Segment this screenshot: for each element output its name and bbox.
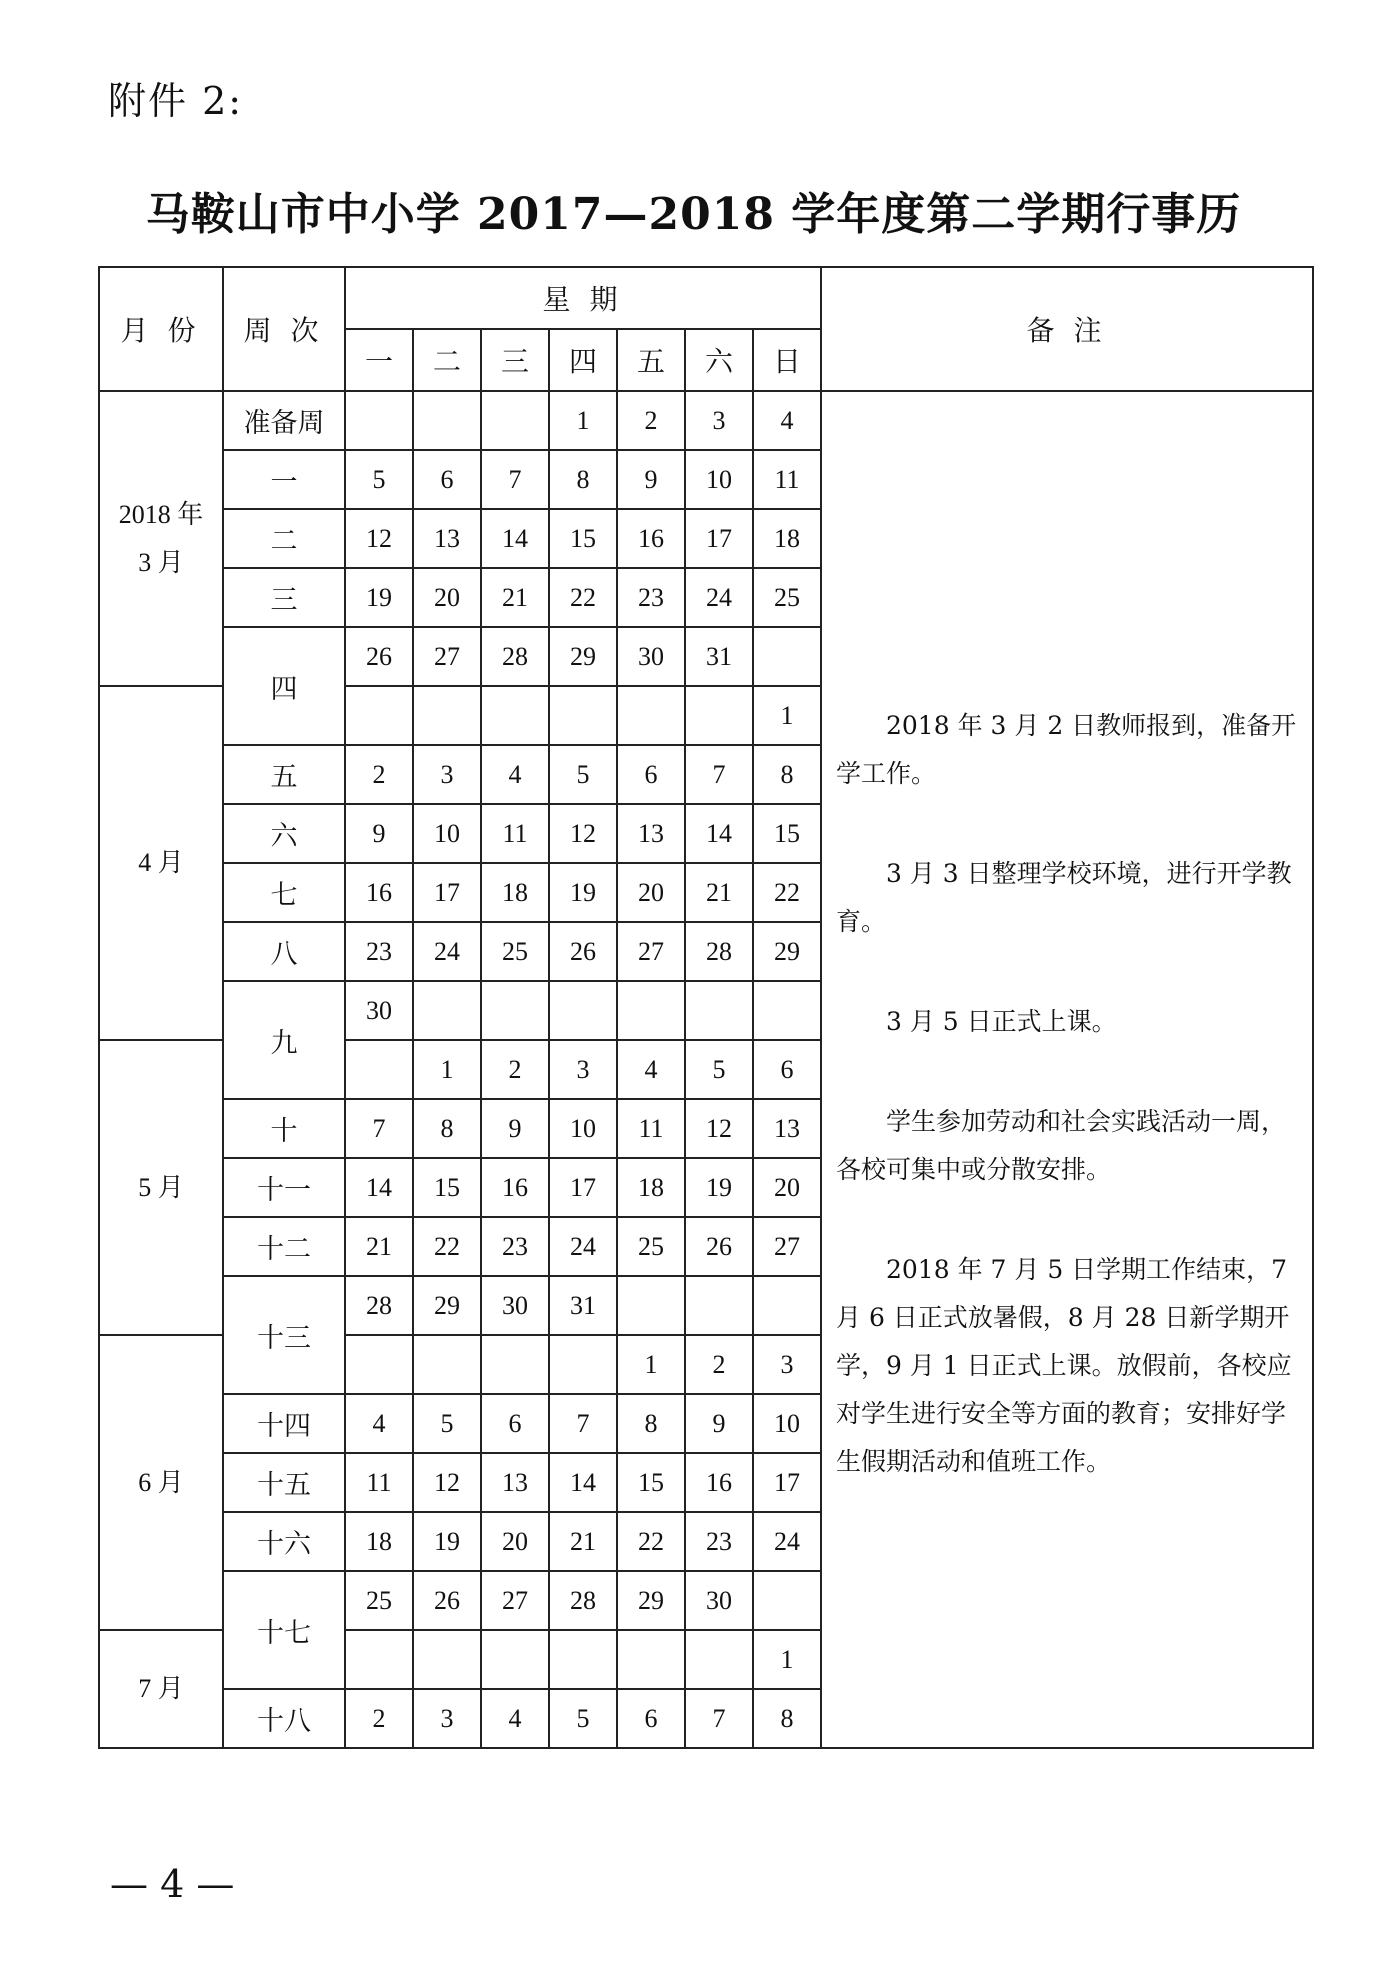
day-cell: 3 bbox=[413, 745, 481, 804]
day-cell bbox=[413, 1335, 481, 1394]
weekday-header-cell: 一 bbox=[345, 329, 413, 391]
day-cell: 12 bbox=[549, 804, 617, 863]
day-cell: 7 bbox=[481, 450, 549, 509]
weekday-header-cell: 六 bbox=[685, 329, 753, 391]
day-cell bbox=[685, 686, 753, 745]
day-cell: 10 bbox=[685, 450, 753, 509]
day-cell bbox=[549, 981, 617, 1040]
attachment-label: 附件 2: bbox=[108, 79, 244, 123]
day-cell: 27 bbox=[413, 627, 481, 686]
day-cell: 3 bbox=[413, 1689, 481, 1748]
day-cell: 26 bbox=[345, 627, 413, 686]
day-cell: 13 bbox=[481, 1453, 549, 1512]
day-cell: 17 bbox=[685, 509, 753, 568]
day-cell: 10 bbox=[413, 804, 481, 863]
day-cell: 5 bbox=[413, 1394, 481, 1453]
day-cell: 3 bbox=[549, 1040, 617, 1099]
day-cell: 25 bbox=[753, 568, 821, 627]
day-cell bbox=[617, 686, 685, 745]
day-cell: 19 bbox=[685, 1158, 753, 1217]
day-cell: 2 bbox=[617, 391, 685, 450]
day-cell bbox=[345, 1040, 413, 1099]
day-cell: 29 bbox=[549, 627, 617, 686]
day-cell: 15 bbox=[549, 509, 617, 568]
day-cell: 25 bbox=[345, 1571, 413, 1630]
month-cell: 6 月 bbox=[99, 1335, 223, 1630]
remark-paragraph: 2018 年 7 月 5 日学期工作结束，7 月 6 日正式放暑假，8 月 28 日新学期开学，9 月 1 日正式上课。放假前，各校应对学生进行安全等方面的教育；安排好学生假期活动和值班工作。 bbox=[836, 1255, 1292, 1476]
weekday-group-header: 星 期 bbox=[345, 267, 821, 329]
week-cell: 准备周 bbox=[223, 391, 345, 450]
remark-paragraph: 3 月 3 日整理学校环境，进行开学教育。 bbox=[836, 859, 1292, 936]
day-cell: 19 bbox=[345, 568, 413, 627]
week-cell: 三 bbox=[223, 568, 345, 627]
day-cell: 19 bbox=[413, 1512, 481, 1571]
day-cell: 9 bbox=[685, 1394, 753, 1453]
day-cell bbox=[413, 686, 481, 745]
day-cell: 8 bbox=[617, 1394, 685, 1453]
day-cell: 23 bbox=[617, 568, 685, 627]
day-cell bbox=[413, 981, 481, 1040]
day-cell: 13 bbox=[413, 509, 481, 568]
day-cell: 25 bbox=[617, 1217, 685, 1276]
day-cell: 16 bbox=[345, 863, 413, 922]
day-cell bbox=[549, 686, 617, 745]
day-cell: 28 bbox=[549, 1571, 617, 1630]
day-cell: 18 bbox=[753, 509, 821, 568]
day-cell: 12 bbox=[345, 509, 413, 568]
week-cell: 十八 bbox=[223, 1689, 345, 1748]
day-cell: 31 bbox=[549, 1276, 617, 1335]
day-cell: 4 bbox=[481, 745, 549, 804]
day-cell bbox=[753, 627, 821, 686]
day-cell: 29 bbox=[617, 1571, 685, 1630]
day-cell: 12 bbox=[413, 1453, 481, 1512]
week-cell: 八 bbox=[223, 922, 345, 981]
remarks-header: 备 注 bbox=[821, 267, 1313, 391]
week-header: 周 次 bbox=[223, 267, 345, 391]
week-cell: 五 bbox=[223, 745, 345, 804]
day-cell: 5 bbox=[549, 745, 617, 804]
day-cell: 23 bbox=[345, 922, 413, 981]
day-cell: 6 bbox=[617, 1689, 685, 1748]
week-cell: 十三 bbox=[223, 1276, 345, 1394]
day-cell bbox=[549, 1335, 617, 1394]
day-cell: 20 bbox=[481, 1512, 549, 1571]
day-cell: 31 bbox=[685, 627, 753, 686]
day-cell: 9 bbox=[345, 804, 413, 863]
remark-paragraph: 3 月 5 日正式上课。 bbox=[886, 1007, 1117, 1036]
day-cell: 2 bbox=[685, 1335, 753, 1394]
day-cell bbox=[481, 686, 549, 745]
day-cell: 4 bbox=[345, 1394, 413, 1453]
day-cell: 10 bbox=[753, 1394, 821, 1453]
week-cell: 十七 bbox=[223, 1571, 345, 1689]
day-cell: 26 bbox=[685, 1217, 753, 1276]
day-cell: 15 bbox=[753, 804, 821, 863]
day-cell bbox=[685, 1276, 753, 1335]
day-cell: 7 bbox=[549, 1394, 617, 1453]
day-cell: 5 bbox=[549, 1689, 617, 1748]
weekday-header-cell: 日 bbox=[753, 329, 821, 391]
day-cell: 6 bbox=[617, 745, 685, 804]
day-cell: 11 bbox=[345, 1453, 413, 1512]
page-title: 马鞍山市中小学 2017—2018 学年度第二学期行事历 bbox=[145, 189, 1242, 240]
day-cell: 30 bbox=[685, 1571, 753, 1630]
day-cell: 1 bbox=[549, 391, 617, 450]
day-cell: 3 bbox=[685, 391, 753, 450]
day-cell: 7 bbox=[685, 745, 753, 804]
day-cell bbox=[481, 1630, 549, 1689]
day-cell: 26 bbox=[549, 922, 617, 981]
week-cell: 十四 bbox=[223, 1394, 345, 1453]
day-cell: 3 bbox=[753, 1335, 821, 1394]
day-cell bbox=[481, 1335, 549, 1394]
page-number: — 4 — bbox=[110, 1862, 235, 1906]
day-cell: 30 bbox=[617, 627, 685, 686]
month-cell: 5 月 bbox=[99, 1040, 223, 1335]
month-cell: 7 月 bbox=[99, 1630, 223, 1748]
day-cell: 29 bbox=[413, 1276, 481, 1335]
day-cell: 13 bbox=[753, 1099, 821, 1158]
month-cell: 4 月 bbox=[99, 686, 223, 1040]
day-cell: 12 bbox=[685, 1099, 753, 1158]
day-cell: 28 bbox=[481, 627, 549, 686]
week-cell: 二 bbox=[223, 509, 345, 568]
day-cell: 22 bbox=[753, 863, 821, 922]
day-cell: 22 bbox=[617, 1512, 685, 1571]
day-cell: 26 bbox=[413, 1571, 481, 1630]
day-cell: 1 bbox=[617, 1335, 685, 1394]
day-cell: 15 bbox=[413, 1158, 481, 1217]
week-cell: 十 bbox=[223, 1099, 345, 1158]
week-cell: 十一 bbox=[223, 1158, 345, 1217]
day-cell: 28 bbox=[685, 922, 753, 981]
day-cell: 21 bbox=[685, 863, 753, 922]
day-cell: 6 bbox=[753, 1040, 821, 1099]
day-cell: 23 bbox=[481, 1217, 549, 1276]
day-cell: 21 bbox=[345, 1217, 413, 1276]
day-cell: 11 bbox=[481, 804, 549, 863]
day-cell: 9 bbox=[617, 450, 685, 509]
day-cell: 24 bbox=[413, 922, 481, 981]
day-cell: 18 bbox=[481, 863, 549, 922]
week-cell: 十二 bbox=[223, 1217, 345, 1276]
day-cell bbox=[617, 1630, 685, 1689]
day-cell: 23 bbox=[685, 1512, 753, 1571]
day-cell: 17 bbox=[549, 1158, 617, 1217]
day-cell bbox=[617, 981, 685, 1040]
day-cell: 8 bbox=[549, 450, 617, 509]
day-cell bbox=[413, 391, 481, 450]
day-cell: 17 bbox=[413, 863, 481, 922]
day-cell: 30 bbox=[481, 1276, 549, 1335]
day-cell: 19 bbox=[549, 863, 617, 922]
day-cell: 25 bbox=[481, 922, 549, 981]
weekday-header-cell: 四 bbox=[549, 329, 617, 391]
day-cell: 30 bbox=[345, 981, 413, 1040]
day-cell: 16 bbox=[617, 509, 685, 568]
day-cell bbox=[345, 1630, 413, 1689]
day-cell: 18 bbox=[345, 1512, 413, 1571]
day-cell bbox=[345, 1335, 413, 1394]
day-cell bbox=[685, 1630, 753, 1689]
day-cell: 17 bbox=[753, 1453, 821, 1512]
day-cell: 2 bbox=[481, 1040, 549, 1099]
day-cell: 1 bbox=[753, 1630, 821, 1689]
day-cell: 8 bbox=[413, 1099, 481, 1158]
day-cell: 6 bbox=[413, 450, 481, 509]
day-cell: 22 bbox=[549, 568, 617, 627]
day-cell: 5 bbox=[685, 1040, 753, 1099]
day-cell: 15 bbox=[617, 1453, 685, 1512]
day-cell: 27 bbox=[617, 922, 685, 981]
day-cell: 14 bbox=[685, 804, 753, 863]
weekday-header-cell: 五 bbox=[617, 329, 685, 391]
day-cell: 24 bbox=[753, 1512, 821, 1571]
remark-paragraph: 2018 年 3 月 2 日教师报到，准备开学工作。 bbox=[836, 711, 1297, 788]
day-cell bbox=[753, 981, 821, 1040]
remarks-cell bbox=[821, 391, 1313, 1748]
day-cell: 6 bbox=[481, 1394, 549, 1453]
day-cell: 24 bbox=[549, 1217, 617, 1276]
school-calendar-table bbox=[98, 266, 1314, 1749]
day-cell: 14 bbox=[549, 1453, 617, 1512]
day-cell: 11 bbox=[753, 450, 821, 509]
day-cell: 29 bbox=[753, 922, 821, 981]
day-cell bbox=[413, 1630, 481, 1689]
day-cell bbox=[753, 1276, 821, 1335]
week-cell: 十六 bbox=[223, 1512, 345, 1571]
day-cell bbox=[549, 1630, 617, 1689]
day-cell: 4 bbox=[617, 1040, 685, 1099]
month-cell: 2018 年 3 月 bbox=[99, 391, 223, 686]
day-cell: 14 bbox=[481, 509, 549, 568]
day-cell bbox=[345, 391, 413, 450]
day-cell: 27 bbox=[481, 1571, 549, 1630]
week-cell: 四 bbox=[223, 627, 345, 745]
day-cell bbox=[345, 686, 413, 745]
day-cell: 28 bbox=[345, 1276, 413, 1335]
remark-paragraph: 学生参加劳动和社会实践活动一周，各校可集中或分散安排。 bbox=[836, 1107, 1287, 1184]
day-cell: 20 bbox=[617, 863, 685, 922]
day-cell bbox=[617, 1276, 685, 1335]
day-cell: 13 bbox=[617, 804, 685, 863]
weekday-header-cell: 二 bbox=[413, 329, 481, 391]
day-cell: 22 bbox=[413, 1217, 481, 1276]
day-cell: 8 bbox=[753, 1689, 821, 1748]
day-cell: 10 bbox=[549, 1099, 617, 1158]
day-cell bbox=[685, 981, 753, 1040]
day-cell: 7 bbox=[345, 1099, 413, 1158]
day-cell: 24 bbox=[685, 568, 753, 627]
week-cell: 十五 bbox=[223, 1453, 345, 1512]
day-cell: 20 bbox=[413, 568, 481, 627]
day-cell: 21 bbox=[481, 568, 549, 627]
day-cell: 14 bbox=[345, 1158, 413, 1217]
day-cell: 8 bbox=[753, 745, 821, 804]
week-cell: 一 bbox=[223, 450, 345, 509]
calendar-row bbox=[99, 391, 1313, 450]
week-cell: 七 bbox=[223, 863, 345, 922]
day-cell: 9 bbox=[481, 1099, 549, 1158]
day-cell: 21 bbox=[549, 1512, 617, 1571]
day-cell: 4 bbox=[753, 391, 821, 450]
weekday-header-cell: 三 bbox=[481, 329, 549, 391]
day-cell: 16 bbox=[481, 1158, 549, 1217]
day-cell: 7 bbox=[685, 1689, 753, 1748]
day-cell: 4 bbox=[481, 1689, 549, 1748]
day-cell: 1 bbox=[753, 686, 821, 745]
day-cell: 11 bbox=[617, 1099, 685, 1158]
day-cell: 27 bbox=[753, 1217, 821, 1276]
day-cell: 16 bbox=[685, 1453, 753, 1512]
day-cell bbox=[481, 391, 549, 450]
month-header: 月 份 bbox=[99, 267, 223, 391]
week-cell: 六 bbox=[223, 804, 345, 863]
day-cell: 5 bbox=[345, 450, 413, 509]
day-cell: 20 bbox=[753, 1158, 821, 1217]
day-cell: 1 bbox=[413, 1040, 481, 1099]
day-cell bbox=[481, 981, 549, 1040]
day-cell: 18 bbox=[617, 1158, 685, 1217]
day-cell: 2 bbox=[345, 1689, 413, 1748]
week-cell: 九 bbox=[223, 981, 345, 1099]
day-cell: 2 bbox=[345, 745, 413, 804]
day-cell bbox=[753, 1571, 821, 1630]
